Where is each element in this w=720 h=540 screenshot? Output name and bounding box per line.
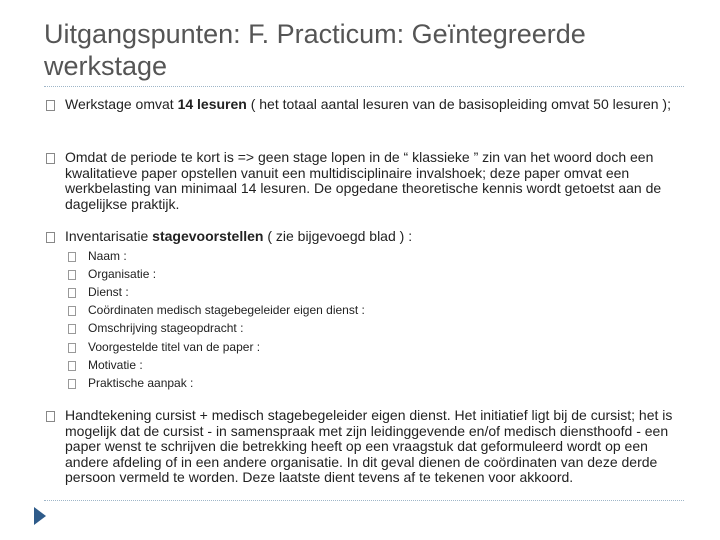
bullet-3-text-a: Inventarisatie: [65, 228, 153, 244]
box-bullet-icon: [68, 270, 76, 280]
box-bullet-icon: [46, 411, 55, 422]
subitem-motivation: Motivatie :: [88, 358, 143, 372]
box-bullet-icon: [68, 379, 76, 389]
bullet-2: Omdat de periode te kort is => geen stage lopen in de “ klassieke ” zin van het woord doch een kwalitatieve paper opstellen vanuit een multidisciplinaire invalshoek; deze paper omvat een werkbelasting van minimaal 14 lesuren. De opgedane theoretische kennis wordt getoetst aan de dagelijkse praktijk.: [65, 149, 662, 212]
slide-title: Uitgangspunten: F. Practicum: Geïntegreerde werkstage: [44, 19, 586, 81]
box-bullet-icon: [68, 343, 76, 353]
bullet-3-text-b: ( zie bijgevoegd blad ) :: [263, 228, 413, 244]
bullet-1-text-a: Werkstage omvat: [65, 96, 178, 112]
bullet-4: Handtekening cursist + medisch stagebegeleider eigen dienst. Het initiatief ligt bij de cursist; het is mogelijk dat de cursist - in samenspraak met zijn leidinggevende en/of medisch diensthoofd - een paper wenst te schrijven die betrekking heeft op een vraagstuk dat geformuleerd wordt op een andere afdeling of in een andere organisatie. In dit geval dienen de coördinaten van deze derde persoon vermeld te worden. Deze laatste dient tevens af te tekenen voor akkoord.: [65, 407, 673, 485]
subitem-description: Omschrijving stageopdracht :: [88, 321, 244, 335]
box-bullet-icon: [68, 361, 76, 371]
bullet-3-bold: stagevoorstellen: [152, 228, 264, 244]
bullet-3: [65, 229, 685, 245]
box-bullet-icon: [46, 232, 55, 243]
box-bullet-icon: [46, 100, 55, 111]
subitem-organisation: Organisatie :: [88, 267, 157, 281]
subitem-coordinates: Coördinaten medisch stagebegeleider eigen dienst :: [88, 303, 365, 317]
box-bullet-icon: [68, 324, 76, 334]
box-bullet-icon: [46, 153, 55, 164]
box-bullet-icon: [68, 288, 76, 298]
subitem-name: Naam :: [88, 249, 127, 263]
subitem-title: Voorgestelde titel van de paper :: [88, 340, 261, 354]
box-bullet-icon: [68, 252, 76, 262]
bullet-1-bold: 14 lesuren: [177, 96, 247, 112]
triangle-marker-icon: [32, 505, 48, 527]
box-bullet-icon: [68, 306, 76, 316]
title-divider: [44, 86, 684, 87]
subitem-approach: Praktische aanpak :: [88, 376, 194, 390]
footer-divider: [44, 500, 684, 501]
bullet-1: [65, 97, 685, 113]
bullet-1-text-b: ( het totaal aantal lesuren van de basisopleiding omvat 50 lesuren );: [246, 96, 671, 112]
subitem-service: Dienst :: [88, 285, 129, 299]
